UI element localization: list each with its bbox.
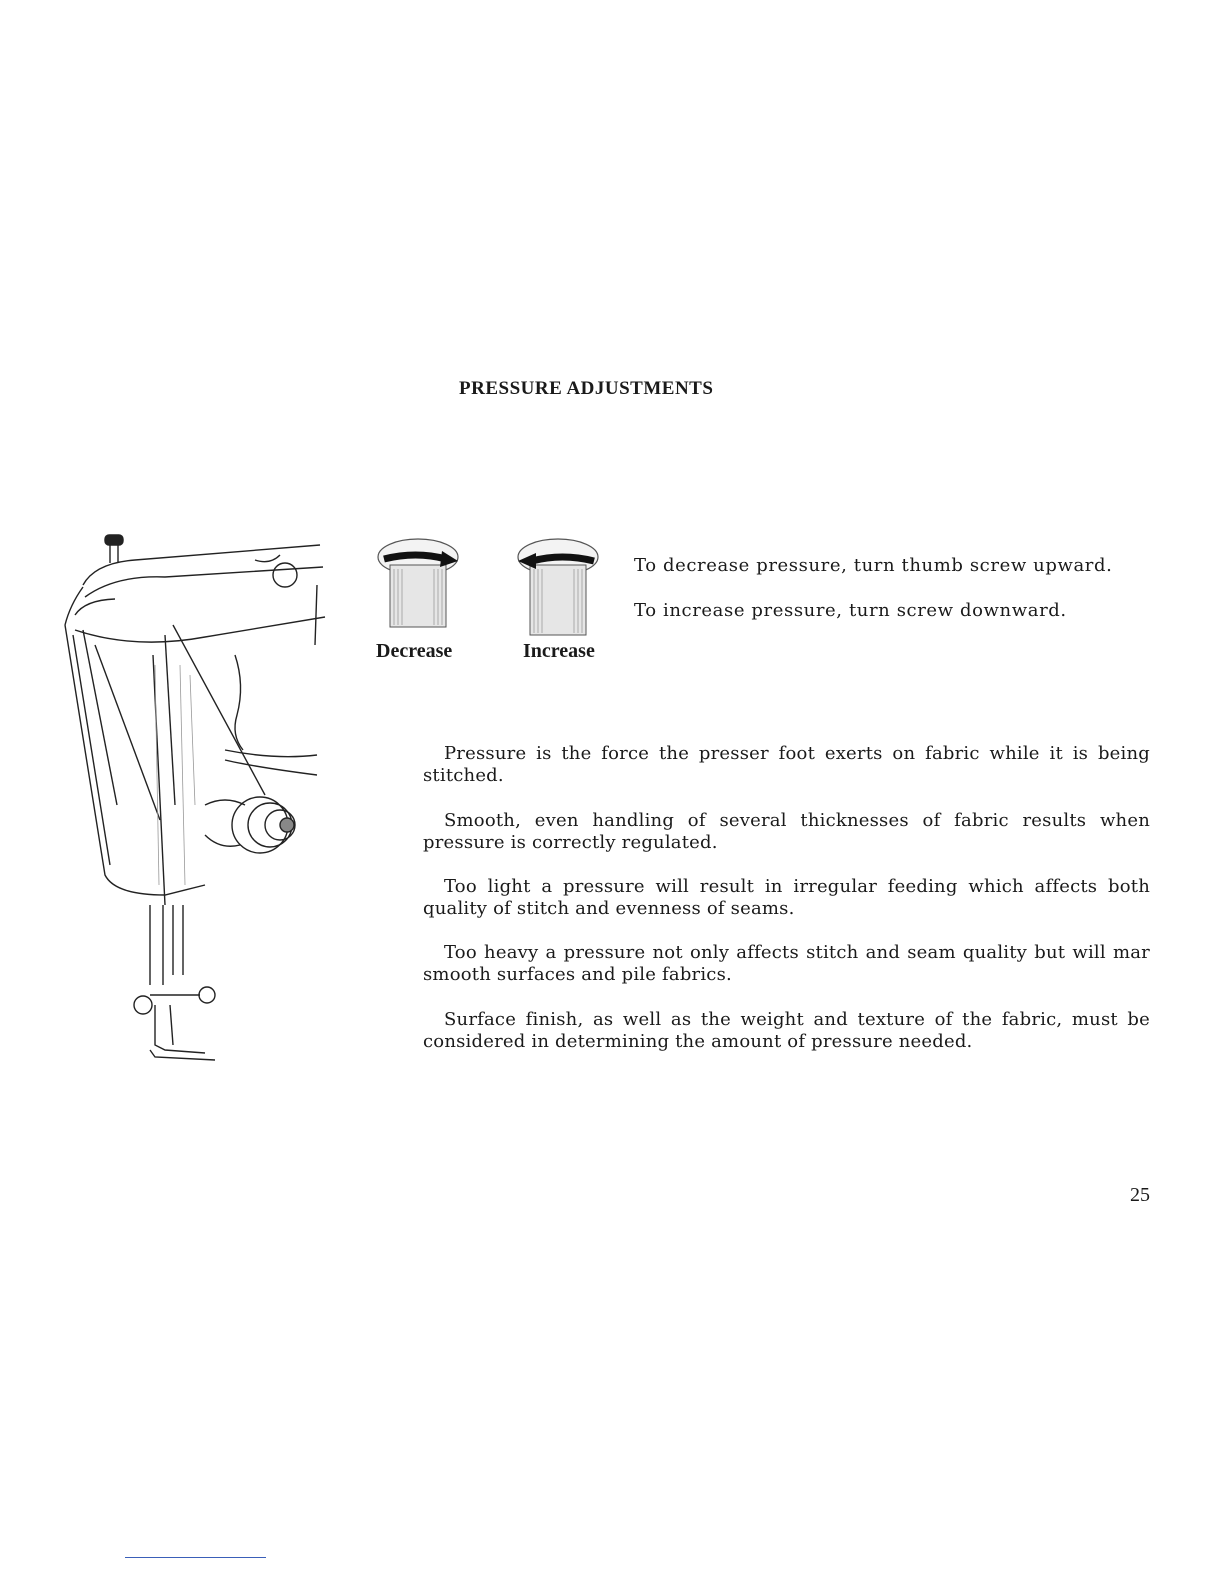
thumb-screw-arrow-right-icon xyxy=(376,535,466,645)
sewing-machine-head-illustration xyxy=(55,505,330,1085)
page-title: PRESSURE ADJUSTMENTS xyxy=(459,378,714,399)
increase-instruction: To increase pressure, turn screw downward. xyxy=(634,600,1067,621)
increase-label: Increase xyxy=(523,640,595,662)
footer-rule xyxy=(125,1557,266,1558)
paragraph-too-heavy: Too heavy a pressure not only affects stitch and seam quality but will mar smooth surfaces and pile fabrics. xyxy=(423,942,1150,985)
decrease-instruction: To decrease pressure, turn thumb screw upward. xyxy=(634,555,1113,576)
paragraph-too-light: Too light a pressure will result in irregular feeding which affects both quality of stitch and evenness of seams. xyxy=(423,876,1150,919)
thumb-screw-arrow-left-icon xyxy=(512,535,602,645)
page-number: 25 xyxy=(1130,1184,1150,1206)
paragraph-smooth-handling: Smooth, even handling of several thicknesses of fabric results when pressure is correctly regulated. xyxy=(423,810,1150,853)
paragraph-surface-finish: Surface finish, as well as the weight and texture of the fabric, must be considered in determining the amount of pressure needed. xyxy=(423,1009,1150,1052)
paragraph-pressure-definition: Pressure is the force the presser foot exerts on fabric while it is being stitched. xyxy=(423,743,1150,786)
decrease-label: Decrease xyxy=(376,640,453,662)
